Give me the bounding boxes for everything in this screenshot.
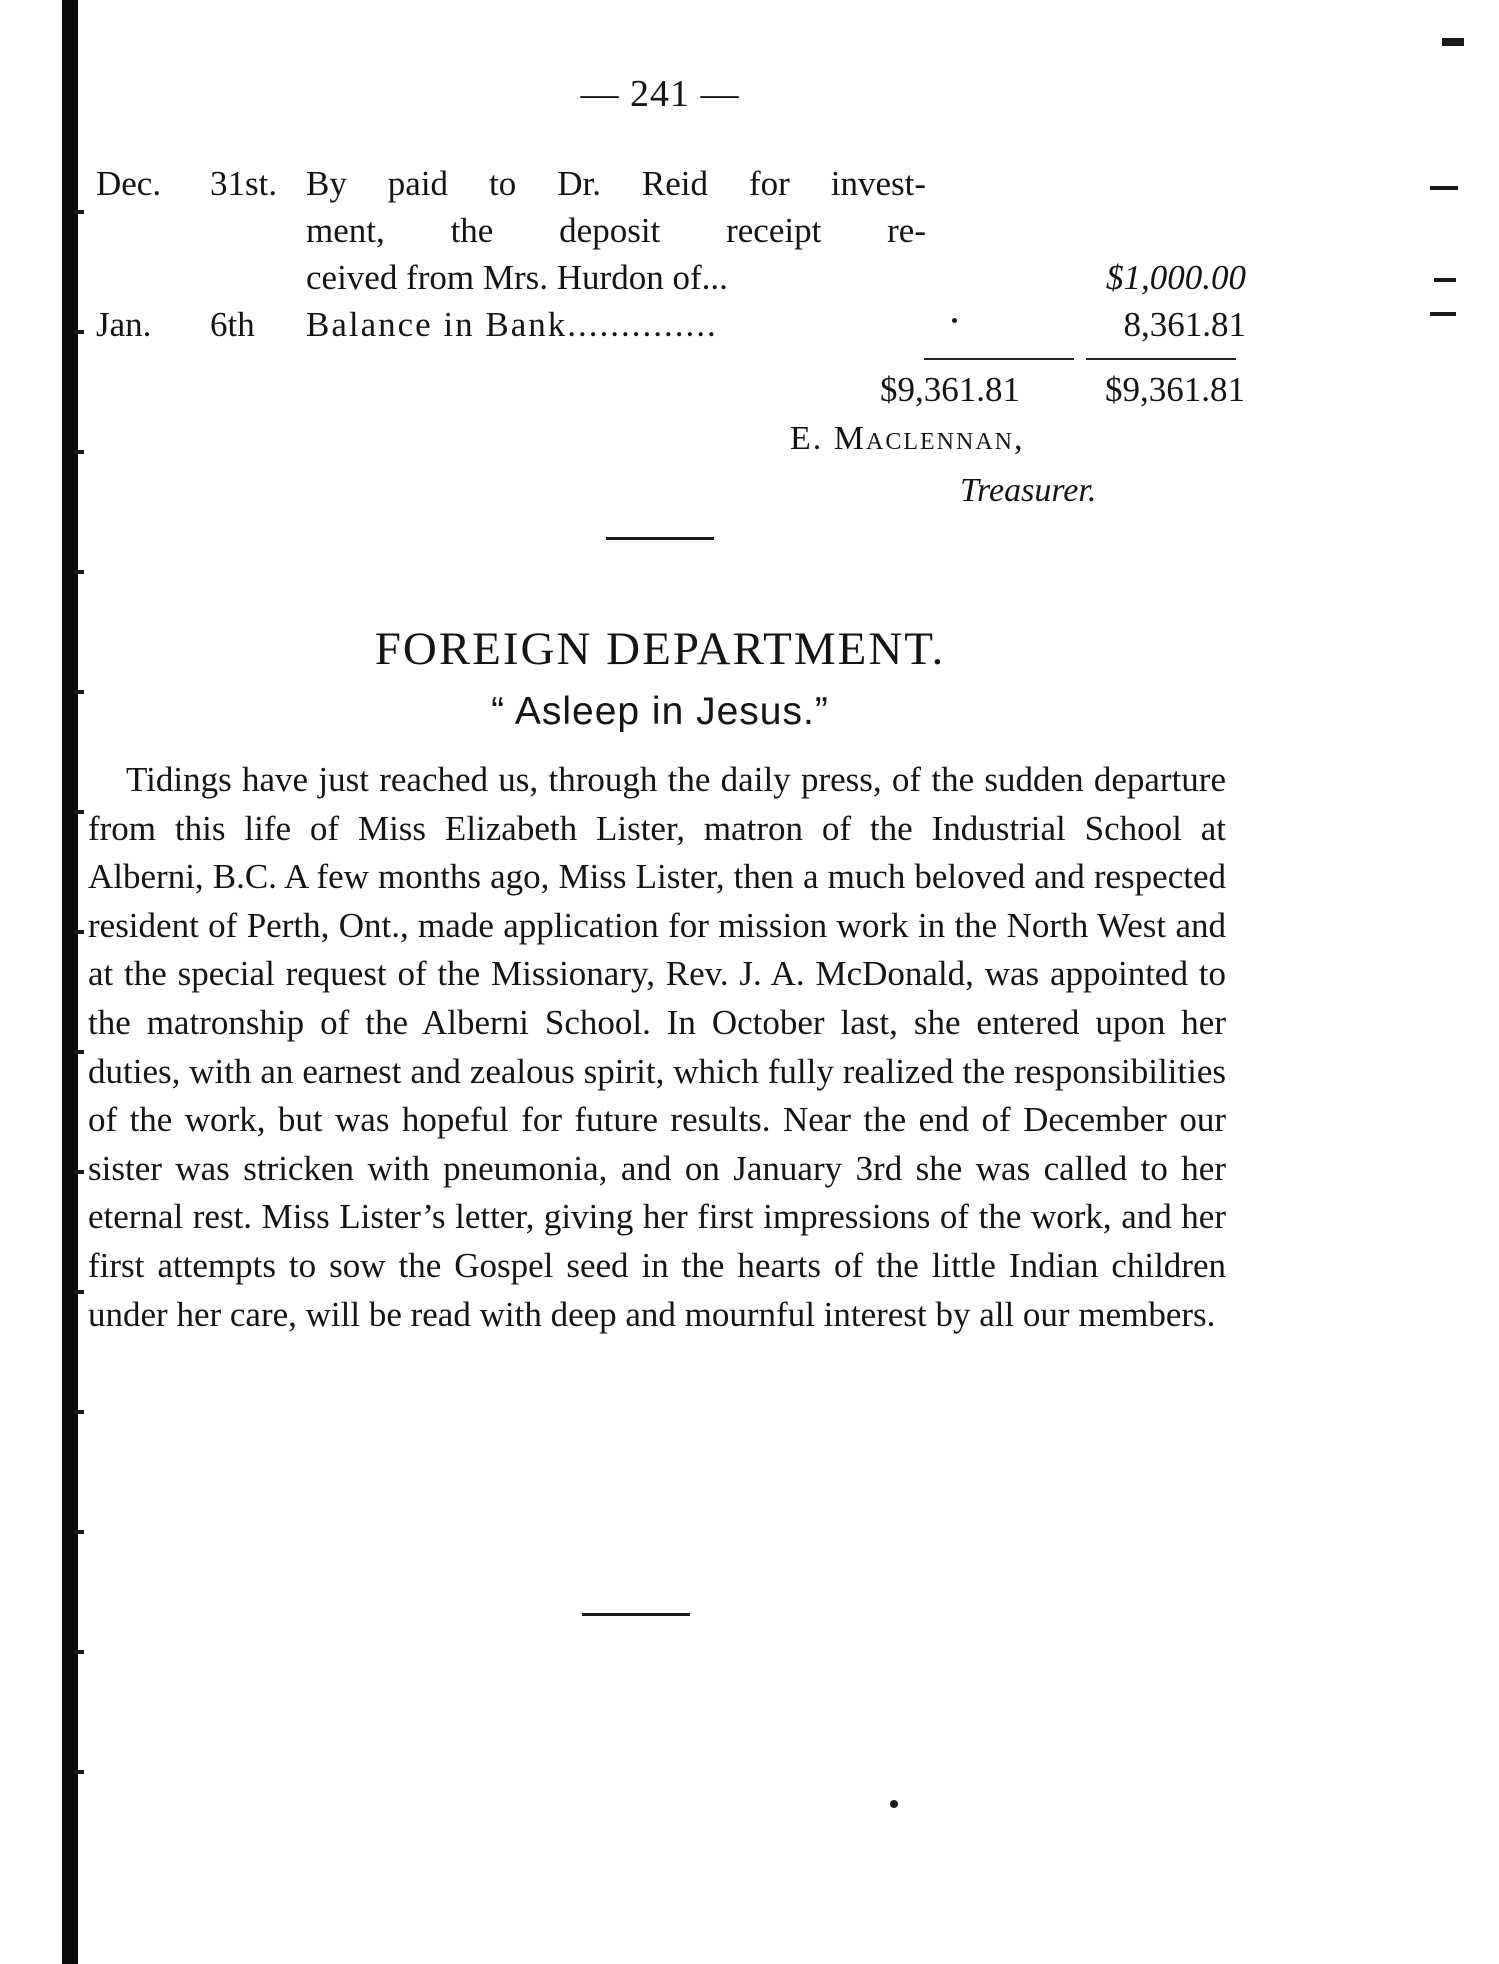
scan-mark: [1434, 278, 1456, 282]
ledger-row: [96, 207, 1246, 254]
total-debit: $9,361.81: [880, 370, 1020, 409]
page-number: — 241 —: [580, 73, 740, 115]
scan-mark: [1442, 38, 1464, 46]
binding-specks: [74, 150, 84, 1850]
total-credit: $9,361.81: [1105, 370, 1245, 409]
scan-mark: [1430, 186, 1458, 190]
ledger-row: [96, 254, 1246, 301]
end-divider: [582, 1613, 690, 1616]
ledger-day: 31st.: [210, 164, 278, 203]
ledger-month: Jan.: [96, 305, 152, 344]
section-subheading: “ Asleep in Jesus.”: [491, 690, 829, 733]
body-paragraph: [88, 756, 1226, 1339]
ledger-amount: $1,000.00: [1106, 258, 1246, 297]
ledger-description: ceived from Mrs. Hurdon of...: [306, 258, 728, 297]
ledger-description: By paid to Dr. Reid for invest-: [306, 164, 926, 203]
ledger: [96, 160, 1246, 348]
scan-mark: [1430, 312, 1456, 316]
ledger-row: [96, 160, 1246, 207]
signature-name-text: E. Maclennan,: [790, 420, 1025, 457]
section-divider: [606, 537, 714, 540]
ledger-description: Balance in Bank..............: [306, 305, 718, 344]
section-heading: FOREIGN DEPARTMENT.: [374, 623, 946, 675]
signature-name: [790, 420, 1025, 458]
sum-rule: [1086, 358, 1236, 360]
ledger-month: Dec.: [96, 164, 162, 203]
ledger-day: 6th: [210, 305, 255, 344]
ledger-row: [96, 301, 1246, 348]
ledger-amount: 8,361.81: [1123, 305, 1246, 344]
signature-title: Treasurer.: [960, 472, 1097, 509]
scan-dot: [890, 1800, 898, 1808]
ledger-description: ment, the deposit receipt re-: [306, 211, 926, 250]
ledger-totals: [880, 370, 1245, 410]
sum-rule: [924, 358, 1074, 360]
body-paragraph-text: Tidings have just reached us, through the daily press, of the sudden departure from this life of Miss Elizabeth Lister, matron of the Industrial School at Alberni, B.C. A few months ago, Miss Lister, then a much beloved and respected resident of Perth, Ont., made application for mission work in the North West and at the special request of the Missionary, Rev. J. A. McDonald, was appointed to the matronship of the Alberni School. In October last, she entered upon her duties, with an earnest and zealous spirit, which fully realized the responsibilities of the work, but was hopeful for future results. Near the end of December our sister was stricken with pneumonia, and on January 3rd she was called to her eternal rest. Miss Lister’s letter, giving her first impressions of the work, and her first attempts to sow the Gospel seed in the hearts of the little Indian children under her care, will be read with deep and mournful interest by all our members.: [88, 760, 1226, 1334]
scan-dot: [952, 318, 957, 323]
